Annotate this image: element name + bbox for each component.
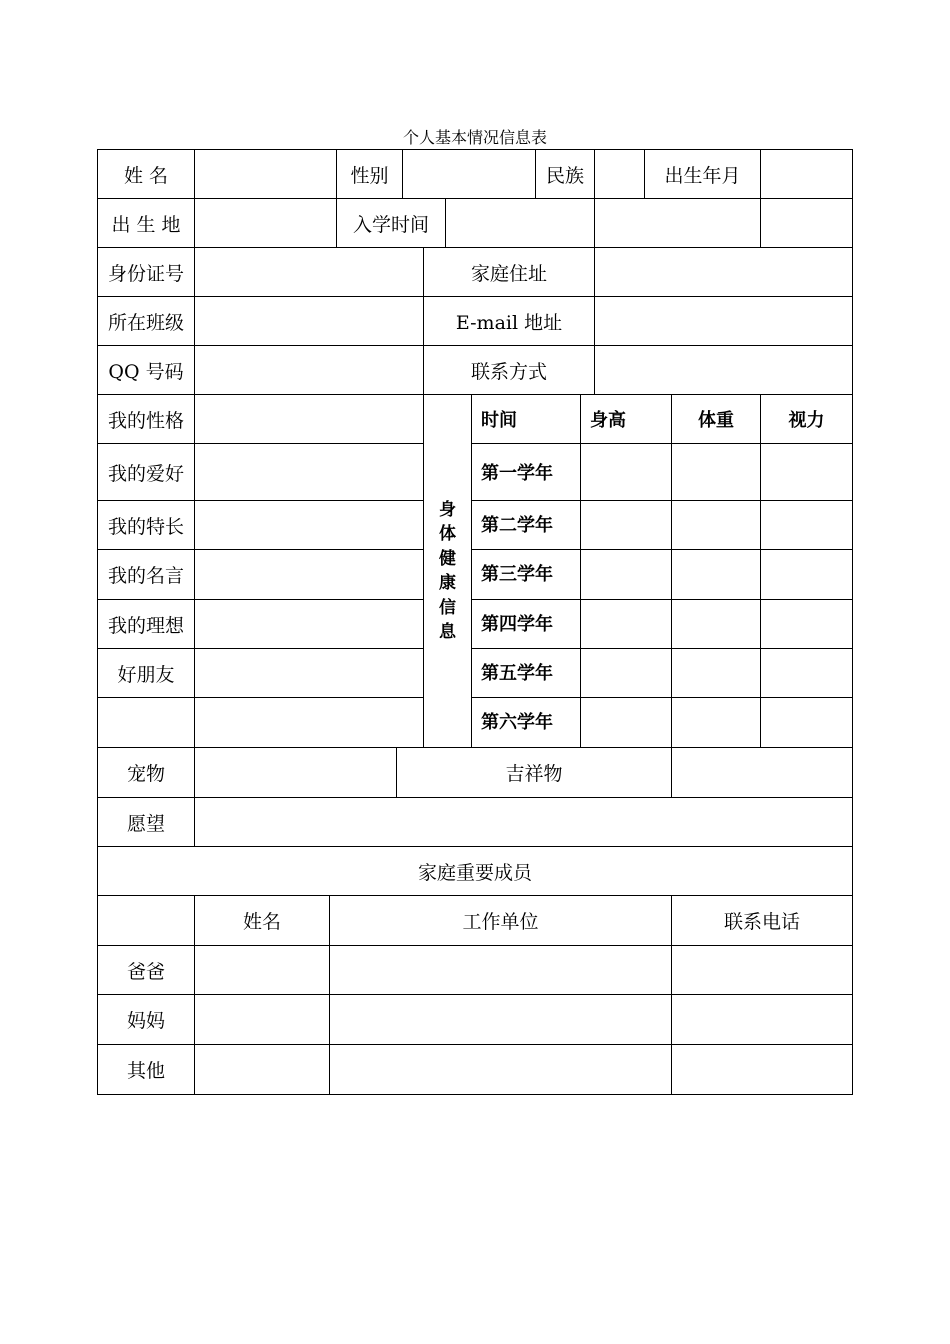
character-field[interactable] <box>195 395 424 444</box>
pet-label: 宠物 <box>98 748 195 798</box>
family-member-label: 其他 <box>98 1045 195 1094</box>
friends-field[interactable] <box>195 649 424 698</box>
vision-field[interactable] <box>761 444 852 501</box>
wish-label: 愿望 <box>98 798 195 847</box>
vision-field[interactable] <box>761 501 852 550</box>
id-number-field[interactable] <box>195 248 424 297</box>
contact-field[interactable] <box>595 346 852 395</box>
name-field[interactable] <box>195 150 337 199</box>
gender-label: 性别 <box>337 150 403 199</box>
member-name-field[interactable] <box>195 946 330 995</box>
extra-field-1[interactable] <box>595 199 761 248</box>
family-member-label: 妈妈 <box>98 995 195 1045</box>
hobby-field[interactable] <box>195 444 424 501</box>
gender-field[interactable] <box>403 150 536 199</box>
height-field[interactable] <box>581 600 672 649</box>
health-char: 身 <box>439 499 456 520</box>
birthplace-label: 出 生 地 <box>98 199 195 248</box>
dream-field[interactable] <box>195 600 424 649</box>
home-address-label: 家庭住址 <box>424 248 595 297</box>
family-section-title: 家庭重要成员 <box>98 847 852 896</box>
class-label: 所在班级 <box>98 297 195 346</box>
member-name-field[interactable] <box>195 1045 330 1094</box>
health-char: 健 <box>439 548 456 569</box>
birth-date-field[interactable] <box>761 150 852 199</box>
height-field[interactable] <box>581 698 672 748</box>
talent-label: 我的特长 <box>98 501 195 550</box>
health-header-vision: 视力 <box>761 395 852 444</box>
blank-label <box>98 698 195 748</box>
weight-field[interactable] <box>672 444 761 501</box>
member-phone-field[interactable] <box>672 1045 852 1094</box>
home-address-field[interactable] <box>595 248 852 297</box>
health-year-label: 第三学年 <box>472 550 581 600</box>
health-year-label: 第五学年 <box>472 649 581 698</box>
wish-field[interactable] <box>195 798 852 847</box>
friends-label: 好朋友 <box>98 649 195 698</box>
pet-field[interactable] <box>195 748 397 798</box>
weight-field[interactable] <box>672 649 761 698</box>
contact-label: 联系方式 <box>424 346 595 395</box>
family-member-label: 爸爸 <box>98 946 195 995</box>
member-employer-field[interactable] <box>330 995 672 1045</box>
mascot-label: 吉祥物 <box>397 748 672 798</box>
family-header-employer: 工作单位 <box>330 896 672 946</box>
email-label: E-mail 地址 <box>424 297 595 346</box>
weight-field[interactable] <box>672 698 761 748</box>
health-header-weight: 体重 <box>672 395 761 444</box>
weight-field[interactable] <box>672 501 761 550</box>
talent-field[interactable] <box>195 501 424 550</box>
health-year-label: 第四学年 <box>472 600 581 649</box>
health-char: 息 <box>439 622 456 642</box>
health-year-label: 第一学年 <box>472 444 581 501</box>
member-employer-field[interactable] <box>330 1045 672 1094</box>
character-label: 我的性格 <box>98 395 195 444</box>
vision-field[interactable] <box>761 600 852 649</box>
vision-field[interactable] <box>761 550 852 600</box>
birth-date-label: 出生年月 <box>645 150 761 199</box>
height-field[interactable] <box>581 444 672 501</box>
dream-label: 我的理想 <box>98 600 195 649</box>
motto-field[interactable] <box>195 550 424 600</box>
vision-field[interactable] <box>761 698 852 748</box>
health-info-label <box>424 395 472 748</box>
member-phone-field[interactable] <box>672 995 852 1045</box>
blank-field[interactable] <box>195 698 424 748</box>
health-year-label: 第二学年 <box>472 501 581 550</box>
id-number-label: 身份证号 <box>98 248 195 297</box>
qq-field[interactable] <box>195 346 424 395</box>
enroll-date-label: 入学时间 <box>337 199 446 248</box>
member-phone-field[interactable] <box>672 946 852 995</box>
hobby-label: 我的爱好 <box>98 444 195 501</box>
motto-label: 我的名言 <box>98 550 195 600</box>
birthplace-field[interactable] <box>195 199 337 248</box>
qq-label: QQ 号码 <box>98 346 195 395</box>
height-field[interactable] <box>581 649 672 698</box>
class-field[interactable] <box>195 297 424 346</box>
member-employer-field[interactable] <box>330 946 672 995</box>
height-field[interactable] <box>581 550 672 600</box>
weight-field[interactable] <box>672 600 761 649</box>
family-header-phone: 联系电话 <box>672 896 852 946</box>
health-header-time: 时间 <box>472 395 581 444</box>
health-char: 体 <box>439 524 456 544</box>
weight-field[interactable] <box>672 550 761 600</box>
email-field[interactable] <box>595 297 852 346</box>
health-year-label: 第六学年 <box>472 698 581 748</box>
ethnicity-field[interactable] <box>595 150 645 199</box>
mascot-field[interactable] <box>672 748 852 798</box>
name-label: 姓 名 <box>98 150 195 199</box>
family-header-blank <box>98 896 195 946</box>
ethnicity-label: 民族 <box>536 150 595 199</box>
family-header-name: 姓名 <box>195 896 330 946</box>
health-header-height: 身高 <box>581 395 672 444</box>
page-title: 个人基本情况信息表 <box>402 128 547 147</box>
info-form-table <box>97 149 853 1095</box>
member-name-field[interactable] <box>195 995 330 1045</box>
enroll-date-field[interactable] <box>446 199 595 248</box>
vision-field[interactable] <box>761 649 852 698</box>
height-field[interactable] <box>581 501 672 550</box>
extra-field-2[interactable] <box>761 199 852 248</box>
health-char: 信 <box>439 597 456 618</box>
health-char: 康 <box>439 573 456 593</box>
